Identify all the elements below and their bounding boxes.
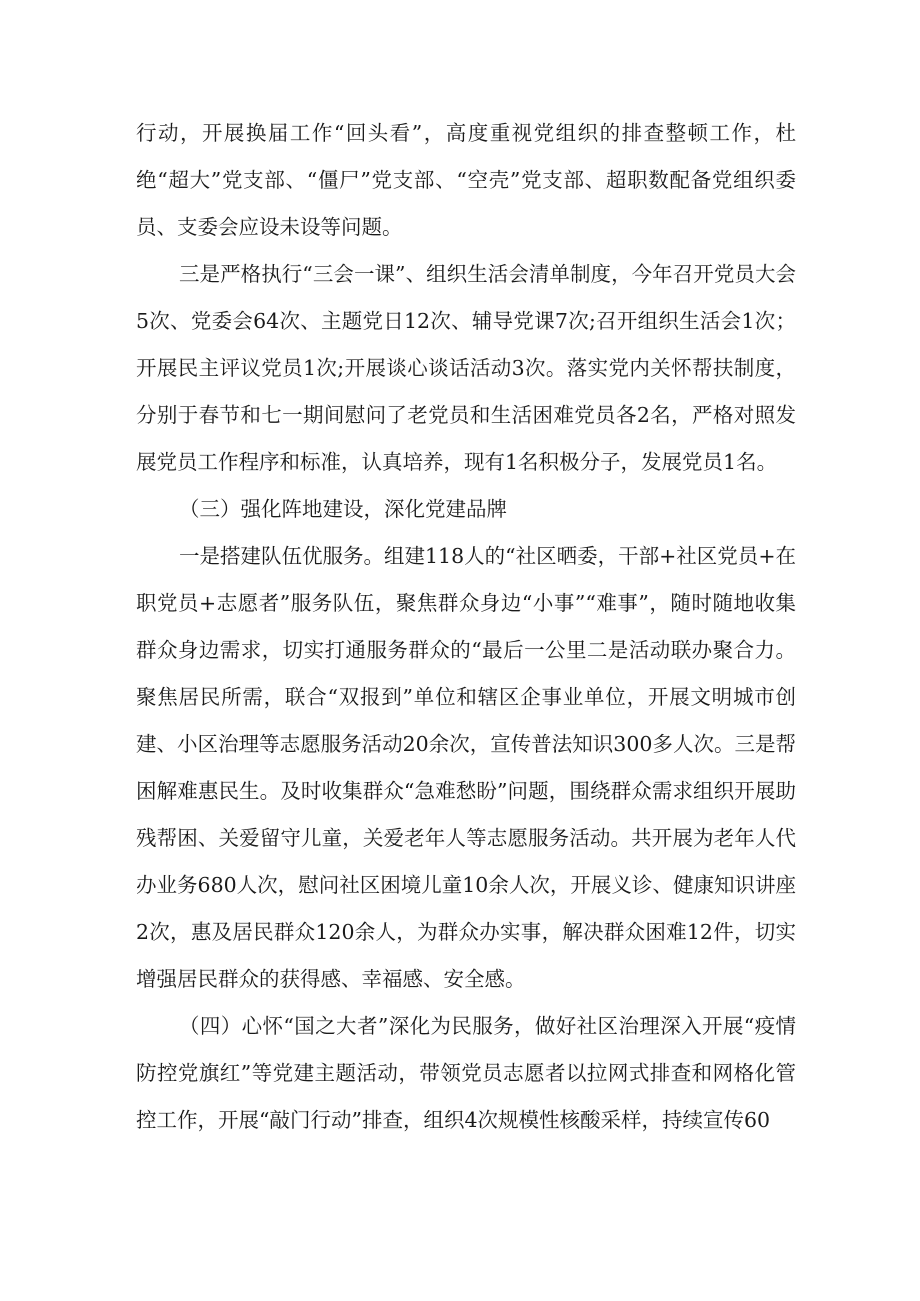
paragraph-volunteer-service: 一是搭建队伍优服务。组建118人的“社区晒委，干部+社区党员+在职党员+志愿者”服务队伍，聚焦群众身边“小事”“难事”，随时随地收集群众身边需求，切实打通服务群众的“最后一公里二是活动联办聚合力。聚焦居民所需，联合“双报到”单位和辖区企事业单位，开展文明城市创建、小区治理等志愿服务活动20余次，宣传普法知识300多人次。三是帮困解难惠民生。及时收集群众“急难愁盼”问题，围绕群众需求组织开展助残帮困、关爱留守儿童，关爱老年人等志愿服务活动。共开展为老年人代办业务680人次，慰问社区困境儿童10余人次，开展义诊、健康知识讲座2次，惠及居民群众120余人，为群众办实事，解决群众困难12件，切实增强居民群众的获得感、幸福感、安全感。 <box>136 544 796 991</box>
paragraph-three-meetings: 三是严格执行“三会一课”、组织生活会清单制度，今年召开党员大会5次、党委会64次、主题党日12次、辅导党课7次;召开组织生活会1次；开展民主评议党员1次;开展谈心谈话活动3次。落实党内关怀帮扶制度，分别于春节和七一期间慰问了老党员和生活困难党员各2名，严格对照发展党员工作程序和标准，认真培养，现有1名积极分子，发展党员1名。 <box>136 262 796 474</box>
section-heading-three: （三）强化阵地建设，深化党建品牌 <box>179 497 507 521</box>
document-body <box>136 110 796 1144</box>
paragraph-continuation: 行动，开展换届工作“回头看”，高度重视党组织的排查整顿工作，杜绝“超大”党支部、“僵尸”党支部、“空壳”党支部、超职数配备党组织委员、支委会应设未设等问题。 <box>136 121 796 239</box>
section-heading-four-paragraph: （四）心怀“国之大者”深化为民服务，做好社区治理深入开展“疫情防控党旗红”等党建主题活动，带领党员志愿者以拉网式排查和网格化管控工作，开展“敲门行动”排查，组织4次规模性核酸采样，持续宣传60 <box>136 1014 796 1132</box>
